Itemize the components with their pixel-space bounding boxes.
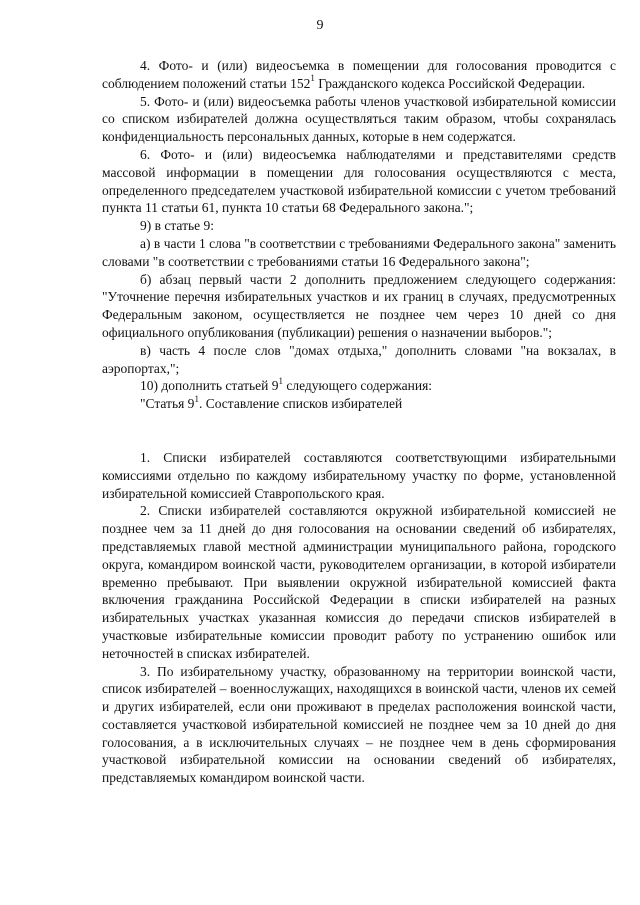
item-10: 10) дополнить статьей $9^1$ следующего содержания: <box>140 375 433 394</box>
paragraph-5: 5. Фото- и (или) видеосъемка работы членов участковой избирательной комиссии со списком избирателей должна осуществляться таким образом, чтобы сохранялась конфиденциальность персональных данных, которые в нем содержатся. <box>102 93 616 145</box>
page-number: 9 <box>316 18 324 33</box>
spacer <box>102 413 616 449</box>
paragraph-6: 6. Фото- и (или) видеосъемка наблюдателями и представителями средств массовой информации в помещении для голосования осуществляются с места, определенного председателем участковой избирательной комиссии с учетом требований пункта 11 статьи 61, пункта 10 статьи 68 Федерального закона."; <box>102 146 616 216</box>
article-paragraph-1: 1. Списки избирателей составляются соответствующими избирательными комиссиями отдельно по каждому избирательному участку по форме, установленной избирательной комиссией Ставропольского края. <box>102 449 616 501</box>
item-9-v: в) часть 4 после слов "домах отдыха," дополнить словами "на вокзалах, в аэропортах,"; <box>102 342 616 376</box>
article-title: "Статья $9^1$. Составление списков избирателей <box>140 393 403 412</box>
document-body <box>102 57 616 787</box>
item-9-a: а) в части 1 слова "в соответствии с требованиями Федерального закона" заменить словами "в соответствии с требованиями статьи 16 Федерального закона"; <box>102 235 616 269</box>
paragraph-4: 4. Фото- и (или) видеосъемка в помещении для голосования проводится с соблюдением положений статьи $152^1$ Гражданского кодекса Российской Федерации. <box>102 58 616 91</box>
item-9: 9) в статье 9: <box>140 218 214 234</box>
item-9-b: б) абзац первый части 2 дополнить предложением следующего содержания: "Уточнение перечня избирательных участков и их границ в случаях, предусмотренных Федеральным законом, осуществляется не позднее чем через 10 дней со дня официального опубликования (публикации) решения о назначении выборов."; <box>102 271 616 340</box>
article-paragraph-2: 2. Списки избирателей составляются окружной избирательной комиссией не позднее чем за 11 дней до дня голосования на основании сведений об избирателях, представляемых главой местной администрации муниципального района, городского округа, командиром воинской части, руководителем организации, в которой избиратели временно пребывают. При выявлении окружной избирательной комиссией факта включения гражданина Российской Федерации в списки избирателей на разных избирательных участках указанная комиссия до передачи списков избирателей в участковые избирательные комиссии проводит работу по устранению ошибок или неточностей в списках избирателей. <box>102 503 616 661</box>
article-paragraph-3: 3. По избирательному участку, образованному на территории воинской части, список избирателей – военнослужащих, находящихся в воинской части, членов их семей и других избирателей, если они проживают в пределах расположения воинской части, составляется участковой избирательной комиссией не позднее чем за 10 дней до дня голосования, а в исключительных случаях – не позднее чем в день сформирования участковой избирательной комиссии на основании сведений об избирателях, представляемых командиром воинской части. <box>102 663 616 786</box>
